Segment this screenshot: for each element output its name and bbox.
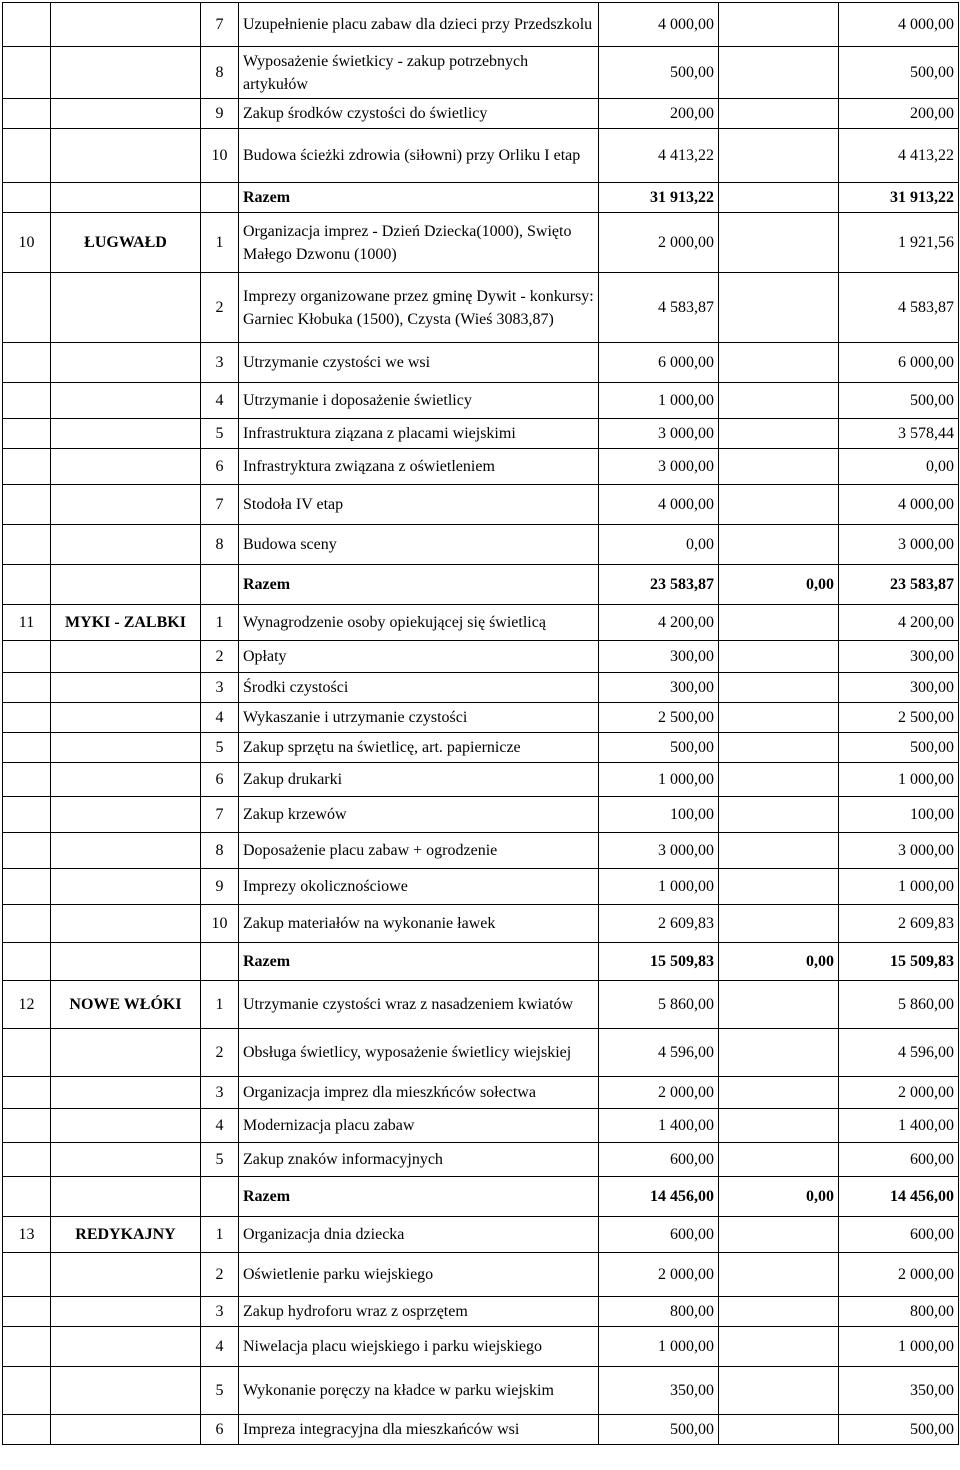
row-item-no: 8 — [201, 833, 239, 869]
row-description: Zakup środków czystości do świetlicy — [239, 99, 599, 129]
row-description: Zakup znaków informacyjnych — [239, 1143, 599, 1177]
table-row — [3, 673, 959, 703]
row-lp — [3, 1029, 51, 1077]
row-lp — [3, 1327, 51, 1367]
row-exec-amount: 600,00 — [839, 1143, 959, 1177]
row-description: Uzupełnienie placu zabaw dla dzieci przy Przedszkolu — [239, 3, 599, 47]
row-description: Infrastruktura ziązana z placami wiejskimi — [239, 419, 599, 449]
row-solectwo — [51, 99, 201, 129]
row-exec-amount: 1 000,00 — [839, 869, 959, 905]
row-exec-amount: 1 000,00 — [839, 1327, 959, 1367]
row-exec-amount: 200,00 — [839, 99, 959, 129]
row-lp — [3, 869, 51, 905]
row-exec-amount: 6 000,00 — [839, 343, 959, 383]
table-row — [3, 733, 959, 763]
table-row — [3, 129, 959, 183]
row-solectwo — [51, 383, 201, 419]
row-exec-amount: 4 413,22 — [839, 129, 959, 183]
row-description: Utrzymanie czystości wraz z nasadzeniem kwiatów — [239, 981, 599, 1029]
row-extra-amount — [719, 797, 839, 833]
row-item-no: 2 — [201, 641, 239, 673]
row-plan-amount: 500,00 — [599, 733, 719, 763]
row-description: Budowa sceny — [239, 525, 599, 565]
row-plan-amount: 4 596,00 — [599, 1029, 719, 1077]
row-plan-amount: 0,00 — [599, 525, 719, 565]
row-lp — [3, 673, 51, 703]
row-solectwo — [51, 449, 201, 485]
row-description: Stodoła IV etap — [239, 485, 599, 525]
table-row — [3, 1327, 959, 1367]
row-extra-amount — [719, 1327, 839, 1367]
row-solectwo: NOWE WŁÓKI — [51, 981, 201, 1029]
row-solectwo — [51, 673, 201, 703]
row-exec-amount: 4 000,00 — [839, 3, 959, 47]
row-item-no: 7 — [201, 485, 239, 525]
row-lp — [3, 833, 51, 869]
row-description: Impreza integracyjna dla mieszkańców wsi — [239, 1415, 599, 1445]
row-solectwo — [51, 905, 201, 943]
row-item-no: 8 — [201, 525, 239, 565]
table-row — [3, 1367, 959, 1415]
row-plan-amount: 6 000,00 — [599, 343, 719, 383]
row-solectwo — [51, 869, 201, 905]
row-item-no: 2 — [201, 273, 239, 343]
row-item-no: 3 — [201, 673, 239, 703]
row-lp — [3, 99, 51, 129]
budget-table — [2, 2, 959, 1445]
row-description: Wykonanie poręczy na kładce w parku wiejskim — [239, 1367, 599, 1415]
row-solectwo — [51, 833, 201, 869]
row-solectwo — [51, 1327, 201, 1367]
row-plan-amount: 2 500,00 — [599, 703, 719, 733]
row-exec-amount: 31 913,22 — [839, 183, 959, 213]
row-plan-amount: 300,00 — [599, 673, 719, 703]
row-extra-amount: 0,00 — [719, 565, 839, 605]
row-plan-amount: 600,00 — [599, 1143, 719, 1177]
row-exec-amount: 500,00 — [839, 383, 959, 419]
row-extra-amount — [719, 383, 839, 419]
row-extra-amount — [719, 3, 839, 47]
row-item-no: 10 — [201, 905, 239, 943]
row-exec-amount: 0,00 — [839, 449, 959, 485]
table-row — [3, 99, 959, 129]
row-lp — [3, 703, 51, 733]
row-extra-amount — [719, 99, 839, 129]
row-lp — [3, 383, 51, 419]
row-item-no: 1 — [201, 605, 239, 641]
row-plan-amount: 1 000,00 — [599, 383, 719, 419]
row-lp — [3, 1367, 51, 1415]
row-extra-amount — [719, 1029, 839, 1077]
table-row — [3, 1297, 959, 1327]
row-item-no — [201, 1177, 239, 1217]
row-lp — [3, 449, 51, 485]
row-extra-amount — [719, 273, 839, 343]
row-item-no: 4 — [201, 1109, 239, 1143]
table-row — [3, 703, 959, 733]
row-extra-amount — [719, 1367, 839, 1415]
row-solectwo — [51, 485, 201, 525]
table-sum-row — [3, 943, 959, 981]
table-row — [3, 763, 959, 797]
row-extra-amount — [719, 981, 839, 1029]
row-description: Zakup krzewów — [239, 797, 599, 833]
row-exec-amount: 15 509,83 — [839, 943, 959, 981]
row-exec-amount: 300,00 — [839, 641, 959, 673]
row-lp: 12 — [3, 981, 51, 1029]
row-exec-amount: 4 000,00 — [839, 485, 959, 525]
row-description: Zakup materiałów na wykonanie ławek — [239, 905, 599, 943]
row-plan-amount: 23 583,87 — [599, 565, 719, 605]
row-description: Imprezy okolicznościowe — [239, 869, 599, 905]
row-description: Zakup sprzętu na świetlicę, art. papiernicze — [239, 733, 599, 763]
row-plan-amount: 4 000,00 — [599, 3, 719, 47]
row-solectwo — [51, 273, 201, 343]
row-plan-amount: 1 400,00 — [599, 1109, 719, 1143]
table-row — [3, 485, 959, 525]
row-extra-amount: 0,00 — [719, 1177, 839, 1217]
row-exec-amount: 800,00 — [839, 1297, 959, 1327]
row-plan-amount: 4 000,00 — [599, 485, 719, 525]
row-extra-amount — [719, 213, 839, 273]
row-item-no: 6 — [201, 449, 239, 485]
row-exec-amount: 1 921,56 — [839, 213, 959, 273]
row-description: Razem — [239, 943, 599, 981]
row-solectwo — [51, 1415, 201, 1445]
row-extra-amount — [719, 525, 839, 565]
row-plan-amount: 15 509,83 — [599, 943, 719, 981]
row-lp: 10 — [3, 213, 51, 273]
row-solectwo — [51, 343, 201, 383]
row-description: Razem — [239, 1177, 599, 1217]
row-plan-amount: 350,00 — [599, 1367, 719, 1415]
row-solectwo — [51, 1367, 201, 1415]
table-row — [3, 1029, 959, 1077]
row-description: Razem — [239, 183, 599, 213]
row-lp — [3, 565, 51, 605]
row-exec-amount: 1 400,00 — [839, 1109, 959, 1143]
row-extra-amount — [719, 47, 839, 99]
row-exec-amount: 350,00 — [839, 1367, 959, 1415]
row-plan-amount: 500,00 — [599, 1415, 719, 1445]
row-extra-amount — [719, 343, 839, 383]
row-solectwo — [51, 641, 201, 673]
row-solectwo — [51, 943, 201, 981]
table-row — [3, 419, 959, 449]
row-item-no: 5 — [201, 1143, 239, 1177]
row-extra-amount — [719, 1253, 839, 1297]
row-lp — [3, 797, 51, 833]
row-plan-amount: 100,00 — [599, 797, 719, 833]
row-description: Utrzymanie czystości we wsi — [239, 343, 599, 383]
row-item-no: 8 — [201, 47, 239, 99]
row-description: Wykaszanie i utrzymanie czystości — [239, 703, 599, 733]
table-row — [3, 525, 959, 565]
table-row — [3, 869, 959, 905]
row-item-no: 5 — [201, 1367, 239, 1415]
row-description: Organizacja imprez dla mieszkńców sołectwa — [239, 1077, 599, 1109]
row-description: Oświetlenie parku wiejskiego — [239, 1253, 599, 1297]
row-exec-amount: 600,00 — [839, 1217, 959, 1253]
row-item-no: 1 — [201, 1217, 239, 1253]
table-row — [3, 1253, 959, 1297]
row-extra-amount — [719, 869, 839, 905]
table-row — [3, 1415, 959, 1445]
row-extra-amount — [719, 183, 839, 213]
row-item-no: 2 — [201, 1253, 239, 1297]
table-sum-row — [3, 1177, 959, 1217]
table-row — [3, 449, 959, 485]
row-extra-amount — [719, 605, 839, 641]
row-extra-amount — [719, 905, 839, 943]
row-solectwo — [51, 183, 201, 213]
row-lp — [3, 1143, 51, 1177]
table-sum-row — [3, 183, 959, 213]
row-item-no: 9 — [201, 869, 239, 905]
row-solectwo — [51, 129, 201, 183]
row-exec-amount: 4 200,00 — [839, 605, 959, 641]
row-item-no: 9 — [201, 99, 239, 129]
row-exec-amount: 3 578,44 — [839, 419, 959, 449]
row-exec-amount: 500,00 — [839, 1415, 959, 1445]
row-item-no — [201, 943, 239, 981]
row-lp — [3, 1253, 51, 1297]
row-exec-amount: 500,00 — [839, 47, 959, 99]
row-solectwo — [51, 3, 201, 47]
row-item-no — [201, 183, 239, 213]
table-row — [3, 1217, 959, 1253]
row-lp — [3, 733, 51, 763]
row-solectwo — [51, 1077, 201, 1109]
row-extra-amount — [719, 419, 839, 449]
row-exec-amount: 5 860,00 — [839, 981, 959, 1029]
row-description: Zakup hydroforu wraz z osprzętem — [239, 1297, 599, 1327]
table-row — [3, 1077, 959, 1109]
row-item-no: 3 — [201, 1077, 239, 1109]
row-lp — [3, 1415, 51, 1445]
row-plan-amount: 300,00 — [599, 641, 719, 673]
row-item-no: 3 — [201, 1297, 239, 1327]
row-solectwo — [51, 797, 201, 833]
row-exec-amount: 3 000,00 — [839, 525, 959, 565]
row-extra-amount — [719, 833, 839, 869]
row-extra-amount — [719, 1077, 839, 1109]
row-plan-amount: 3 000,00 — [599, 449, 719, 485]
row-plan-amount: 1 000,00 — [599, 869, 719, 905]
row-description: Razem — [239, 565, 599, 605]
row-exec-amount: 500,00 — [839, 733, 959, 763]
row-plan-amount: 200,00 — [599, 99, 719, 129]
row-lp — [3, 273, 51, 343]
row-item-no — [201, 565, 239, 605]
row-lp — [3, 641, 51, 673]
row-item-no: 1 — [201, 213, 239, 273]
row-lp: 13 — [3, 1217, 51, 1253]
row-plan-amount: 800,00 — [599, 1297, 719, 1327]
row-solectwo: REDYKAJNY — [51, 1217, 201, 1253]
table-row — [3, 1109, 959, 1143]
row-item-no: 6 — [201, 763, 239, 797]
row-item-no: 7 — [201, 797, 239, 833]
row-solectwo — [51, 565, 201, 605]
row-extra-amount — [719, 485, 839, 525]
row-description: Organizacja dnia dziecka — [239, 1217, 599, 1253]
row-lp — [3, 1177, 51, 1217]
row-description: Doposażenie placu zabaw + ogrodzenie — [239, 833, 599, 869]
row-lp — [3, 129, 51, 183]
row-item-no: 2 — [201, 1029, 239, 1077]
table-row — [3, 47, 959, 99]
row-exec-amount: 2 000,00 — [839, 1077, 959, 1109]
row-plan-amount: 2 609,83 — [599, 905, 719, 943]
row-description: Modernizacja placu zabaw — [239, 1109, 599, 1143]
row-exec-amount: 3 000,00 — [839, 833, 959, 869]
row-item-no: 1 — [201, 981, 239, 1029]
row-item-no: 6 — [201, 1415, 239, 1445]
table-sum-row — [3, 565, 959, 605]
row-description: Opłaty — [239, 641, 599, 673]
row-plan-amount: 1 000,00 — [599, 763, 719, 797]
row-lp — [3, 525, 51, 565]
row-item-no: 4 — [201, 1327, 239, 1367]
row-extra-amount: 0,00 — [719, 943, 839, 981]
table-row — [3, 905, 959, 943]
row-exec-amount: 2 609,83 — [839, 905, 959, 943]
table-row — [3, 383, 959, 419]
row-solectwo — [51, 1177, 201, 1217]
table-row — [3, 981, 959, 1029]
row-description: Wyposażenie świetkicy - zakup potrzebnych artykułów — [239, 47, 599, 99]
row-plan-amount: 600,00 — [599, 1217, 719, 1253]
row-extra-amount — [719, 641, 839, 673]
row-exec-amount: 1 000,00 — [839, 763, 959, 797]
row-extra-amount — [719, 733, 839, 763]
table-row — [3, 641, 959, 673]
row-extra-amount — [719, 703, 839, 733]
row-description: Obsługa świetlicy, wyposażenie świetlicy wiejskiej — [239, 1029, 599, 1077]
row-description: Infrastryktura związana z oświetleniem — [239, 449, 599, 485]
row-solectwo: ŁUGWAŁD — [51, 213, 201, 273]
row-lp — [3, 3, 51, 47]
row-lp — [3, 343, 51, 383]
row-exec-amount: 100,00 — [839, 797, 959, 833]
row-extra-amount — [719, 449, 839, 485]
row-plan-amount: 31 913,22 — [599, 183, 719, 213]
row-extra-amount — [719, 1217, 839, 1253]
row-plan-amount: 2 000,00 — [599, 1253, 719, 1297]
row-description: Wynagrodzenie osoby opiekującej się świetlicą — [239, 605, 599, 641]
row-lp — [3, 1297, 51, 1327]
row-plan-amount: 500,00 — [599, 47, 719, 99]
row-solectwo — [51, 763, 201, 797]
row-solectwo — [51, 1029, 201, 1077]
row-item-no: 5 — [201, 733, 239, 763]
row-solectwo — [51, 1253, 201, 1297]
row-description: Zakup drukarki — [239, 763, 599, 797]
row-exec-amount: 2 500,00 — [839, 703, 959, 733]
row-lp — [3, 763, 51, 797]
table-row — [3, 605, 959, 641]
row-lp — [3, 1077, 51, 1109]
row-solectwo — [51, 525, 201, 565]
row-plan-amount: 3 000,00 — [599, 833, 719, 869]
row-plan-amount: 4 583,87 — [599, 273, 719, 343]
row-extra-amount — [719, 1109, 839, 1143]
row-solectwo — [51, 1297, 201, 1327]
row-lp — [3, 485, 51, 525]
row-plan-amount: 4 413,22 — [599, 129, 719, 183]
row-description: Organizacja imprez - Dzień Dziecka(1000), Swięto Małego Dzwonu (1000) — [239, 213, 599, 273]
row-item-no: 4 — [201, 703, 239, 733]
row-solectwo — [51, 733, 201, 763]
row-lp — [3, 1109, 51, 1143]
table-row — [3, 3, 959, 47]
row-item-no: 4 — [201, 383, 239, 419]
row-plan-amount: 4 200,00 — [599, 605, 719, 641]
row-plan-amount: 2 000,00 — [599, 213, 719, 273]
row-item-no: 10 — [201, 129, 239, 183]
table-row — [3, 213, 959, 273]
row-solectwo — [51, 703, 201, 733]
row-exec-amount: 4 583,87 — [839, 273, 959, 343]
row-lp — [3, 419, 51, 449]
row-description: Środki czystości — [239, 673, 599, 703]
row-lp — [3, 183, 51, 213]
row-plan-amount: 1 000,00 — [599, 1327, 719, 1367]
row-extra-amount — [719, 129, 839, 183]
row-exec-amount: 300,00 — [839, 673, 959, 703]
table-row — [3, 797, 959, 833]
row-plan-amount: 14 456,00 — [599, 1177, 719, 1217]
row-extra-amount — [719, 1297, 839, 1327]
row-solectwo — [51, 1143, 201, 1177]
row-exec-amount: 14 456,00 — [839, 1177, 959, 1217]
row-lp: 11 — [3, 605, 51, 641]
row-lp — [3, 905, 51, 943]
row-solectwo — [51, 1109, 201, 1143]
row-solectwo — [51, 47, 201, 99]
row-lp — [3, 47, 51, 99]
row-item-no: 3 — [201, 343, 239, 383]
table-row — [3, 833, 959, 869]
row-exec-amount: 2 000,00 — [839, 1253, 959, 1297]
row-item-no: 7 — [201, 3, 239, 47]
row-plan-amount: 5 860,00 — [599, 981, 719, 1029]
row-exec-amount: 4 596,00 — [839, 1029, 959, 1077]
row-extra-amount — [719, 1415, 839, 1445]
row-solectwo — [51, 419, 201, 449]
row-description: Imprezy organizowane przez gminę Dywit - konkursy: Garniec Kłobuka (1500), Czysta (Wieś 3083,87) — [239, 273, 599, 343]
row-extra-amount — [719, 673, 839, 703]
row-solectwo: MYKI - ZALBKI — [51, 605, 201, 641]
row-description: Niwelacja placu wiejskiego i parku wiejskiego — [239, 1327, 599, 1367]
row-plan-amount: 2 000,00 — [599, 1077, 719, 1109]
table-row — [3, 343, 959, 383]
table-row — [3, 1143, 959, 1177]
row-exec-amount: 23 583,87 — [839, 565, 959, 605]
row-description: Budowa ścieżki zdrowia (siłowni) przy Orliku I etap — [239, 129, 599, 183]
table-row — [3, 273, 959, 343]
row-description: Utrzymanie i doposażenie świetlicy — [239, 383, 599, 419]
row-item-no: 5 — [201, 419, 239, 449]
row-lp — [3, 943, 51, 981]
row-extra-amount — [719, 763, 839, 797]
row-plan-amount: 3 000,00 — [599, 419, 719, 449]
row-extra-amount — [719, 1143, 839, 1177]
